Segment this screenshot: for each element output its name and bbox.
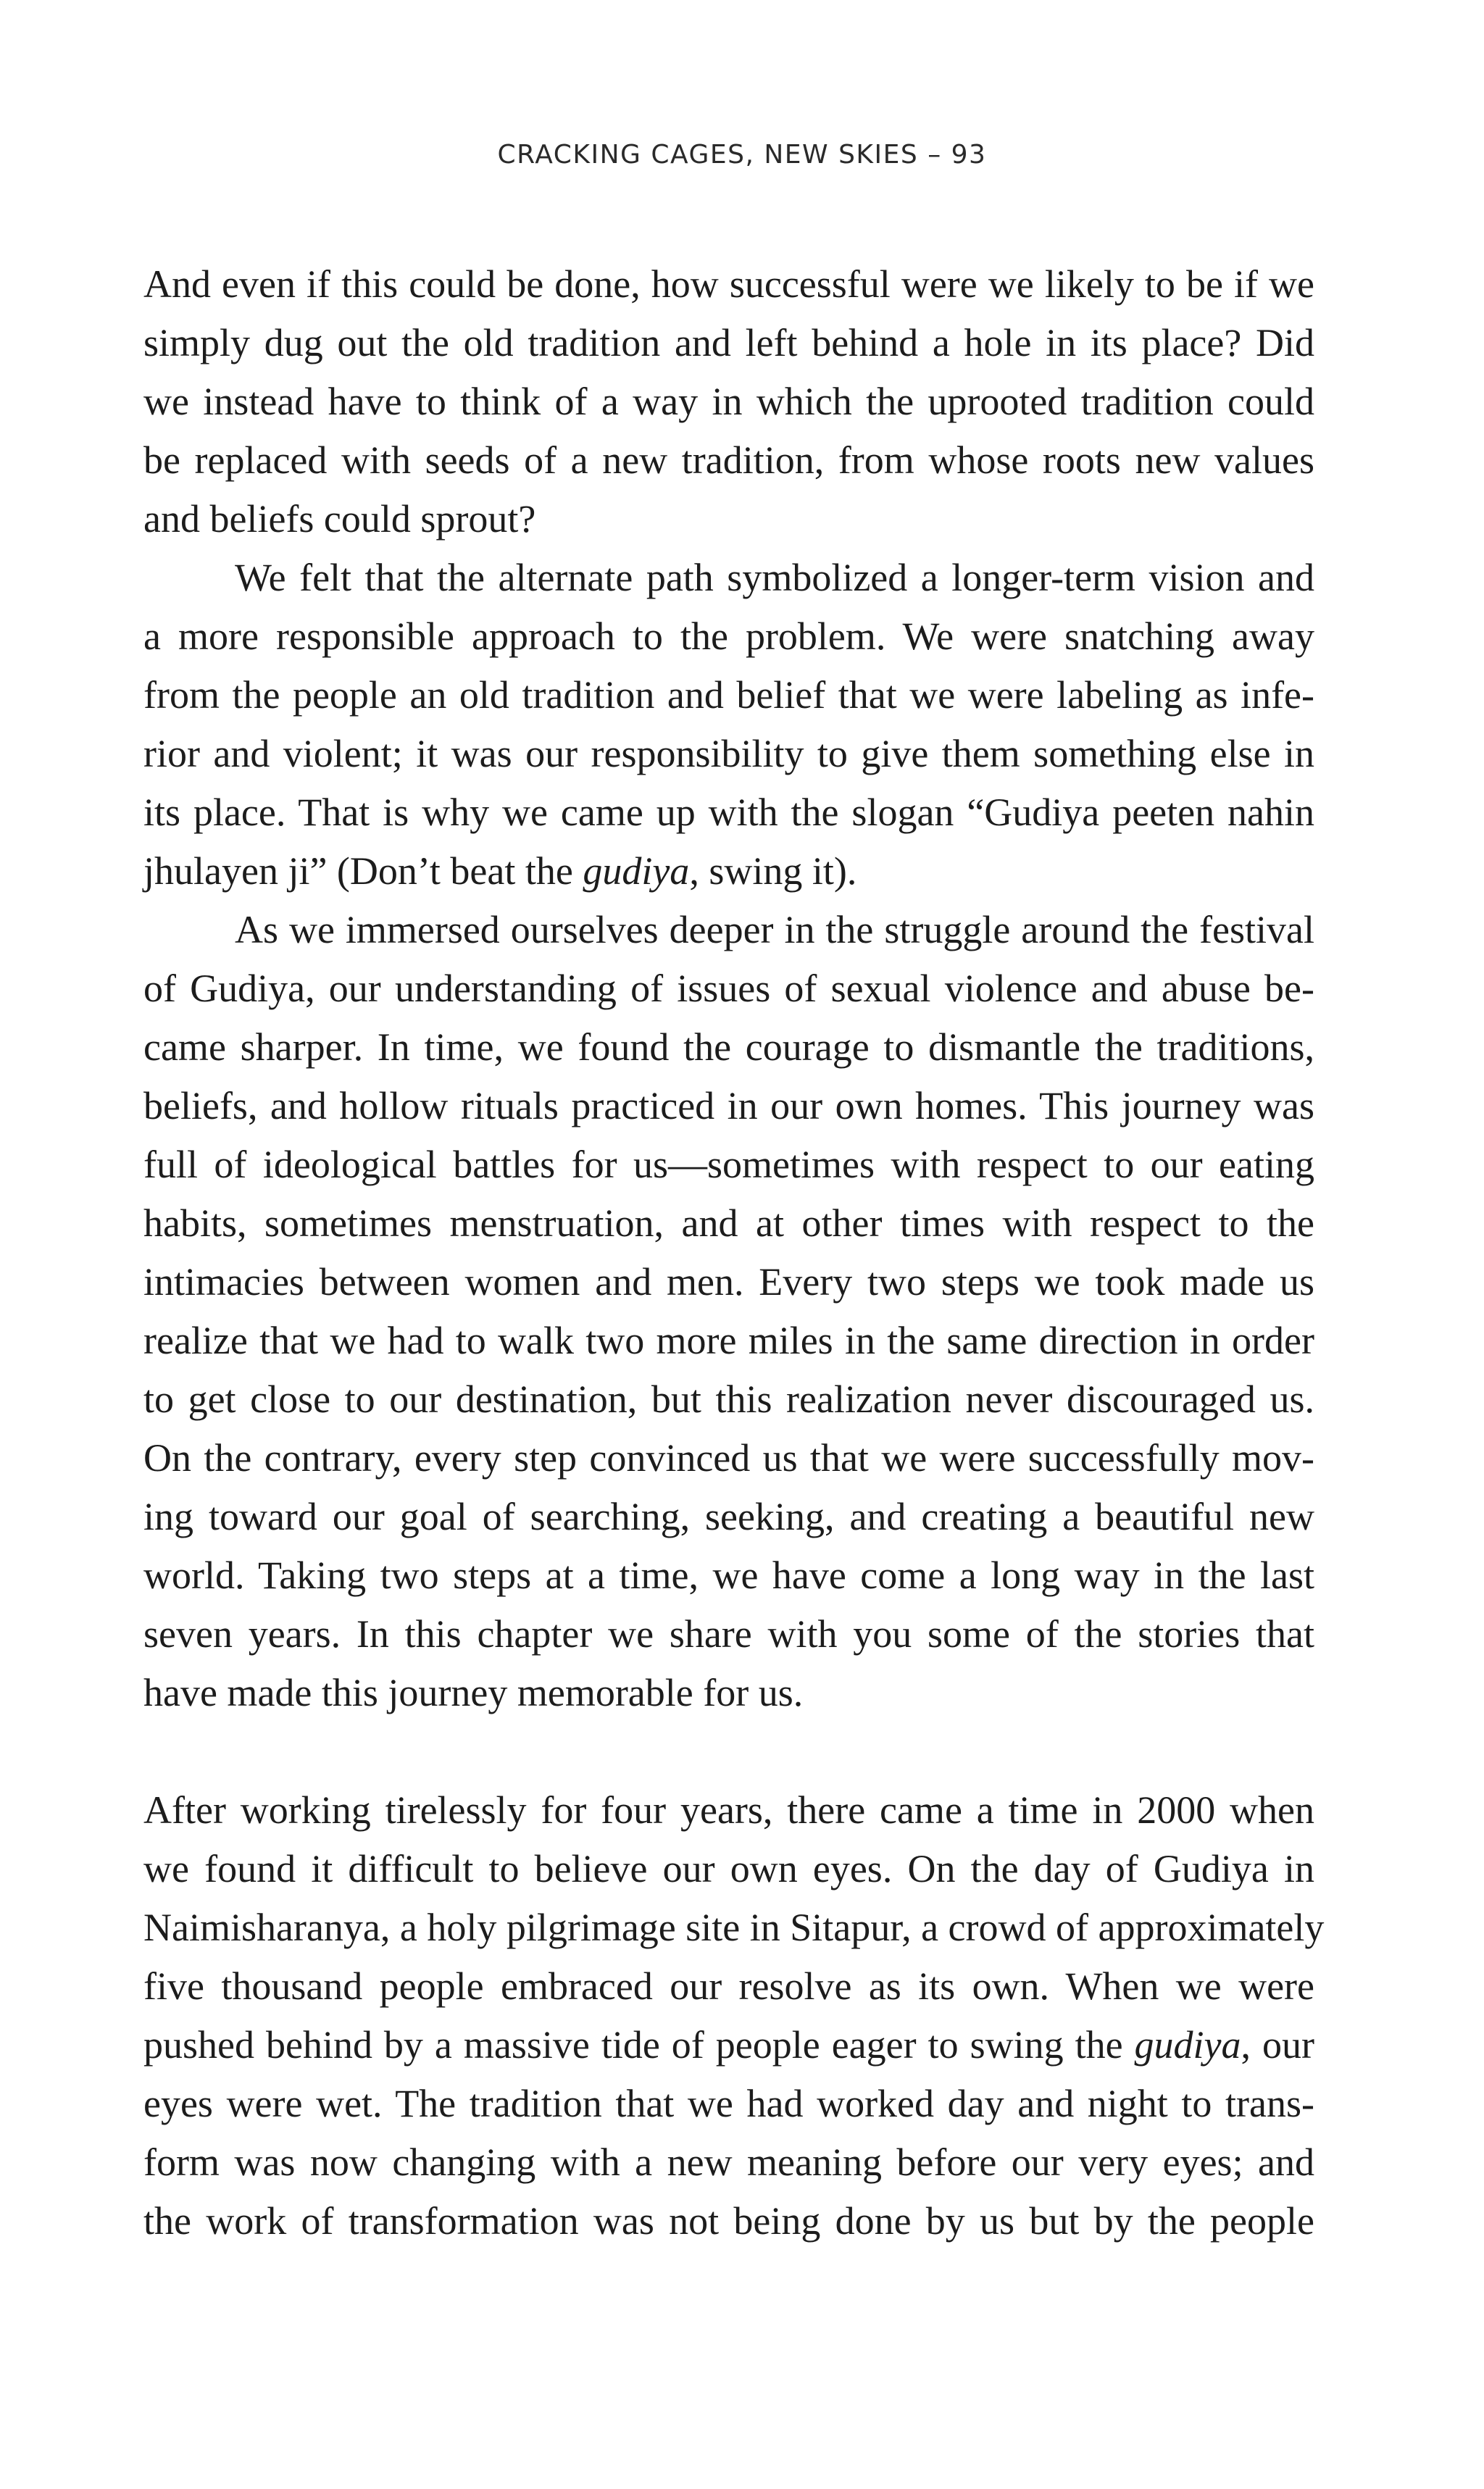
text-line: of Gudiya, our understanding of issues of sexual violence and abuse be- xyxy=(143,967,1314,1010)
text-line: we instead have to think of a way in which the uprooted tradition could xyxy=(143,380,1314,423)
text-line: we found it difficult to believe our own eyes. On the day of Gudiya in xyxy=(143,1847,1314,1890)
text-run: jhulayen ji” (Don’t beat the xyxy=(143,849,583,893)
text-line: be replaced with seeds of a new tradition, from whose roots new values xyxy=(143,438,1314,482)
text-line: And even if this could be done, how successful were we likely to be if we xyxy=(143,262,1314,306)
text-line: seven years. In this chapter we share with you some of the stories that xyxy=(143,1612,1314,1656)
text-line: and beliefs could sprout? xyxy=(143,497,536,541)
text-line: realize that we had to walk two more miles in the same direction in order xyxy=(143,1319,1314,1362)
text-line: world. Taking two steps at a time, we have come a long way in the last xyxy=(143,1554,1314,1597)
text-line: As we immersed ourselves deeper in the struggle around the festival xyxy=(235,908,1314,951)
text-line: the work of transformation was not being done by us but by the people xyxy=(143,2199,1314,2243)
text-line: We felt that the alternate path symbolized a longer-term vision and xyxy=(235,556,1314,599)
italic-term: gudiya xyxy=(583,849,690,893)
text-line: After working tirelessly for four years, there came a time in 2000 when xyxy=(143,1788,1314,1832)
text-run: pushed behind by a massive tide of people eager to swing the xyxy=(143,2023,1135,2067)
text-line: full of ideological battles for us—sometimes with respect to our eating xyxy=(143,1143,1314,1186)
text-line xyxy=(143,842,1314,901)
text-run: , our xyxy=(1241,2023,1314,2067)
text-run: , swing it). xyxy=(689,849,857,893)
text-line: ing toward our goal of searching, seeking, and creating a beautiful new xyxy=(143,1495,1314,1538)
text-line: five thousand people embraced our resolve as its own. When we were xyxy=(143,1964,1314,2008)
text-line: eyes were wet. The tradition that we had worked day and night to trans- xyxy=(143,2082,1314,2125)
section-break xyxy=(143,1722,1314,1781)
paragraph-2 xyxy=(143,549,1314,901)
text-line: to get close to our destination, but this realization never discouraged us. xyxy=(143,1377,1314,1421)
text-line: form was now changing with a new meaning before our very eyes; and xyxy=(143,2140,1314,2184)
paragraph-1 xyxy=(143,255,1314,549)
text-line: beliefs, and hollow rituals practiced in our own homes. This journey was xyxy=(143,1084,1314,1127)
paragraph-3 xyxy=(143,901,1314,1722)
text-line: have made this journey memorable for us. xyxy=(143,1671,804,1714)
text-line: came sharper. In time, we found the courage to dismantle the traditions, xyxy=(143,1025,1314,1069)
italic-term: gudiya xyxy=(1134,2023,1241,2067)
text-line: its place. That is why we came up with the slogan “Gudiya peeten nahin xyxy=(143,791,1314,834)
body-text xyxy=(143,255,1325,2251)
text-line: On the contrary, every step convinced us that we were successfully mov- xyxy=(143,1436,1314,1480)
text-line: habits, sometimes menstruation, and at other times with respect to the xyxy=(143,1201,1314,1245)
text-line: a more responsible approach to the problem. We were snatching away xyxy=(143,614,1314,658)
text-line: Naimisharanya, a holy pilgrimage site in Sitapur, a crowd of approximately xyxy=(143,1906,1325,1949)
text-line: simply dug out the old tradition and left behind a hole in its place? Did xyxy=(143,321,1314,364)
text-line: from the people an old tradition and belief that we were labeling as infe- xyxy=(143,673,1314,717)
paragraph-4 xyxy=(143,1781,1325,2251)
text-line: rior and violent; it was our responsibility to give them something else in xyxy=(143,732,1314,775)
text-line xyxy=(143,2016,1314,2075)
running-head: CRACKING CAGES, NEW SKIES – 93 xyxy=(497,140,987,170)
text-line: intimacies between women and men. Every two steps we took made us xyxy=(143,1260,1314,1304)
